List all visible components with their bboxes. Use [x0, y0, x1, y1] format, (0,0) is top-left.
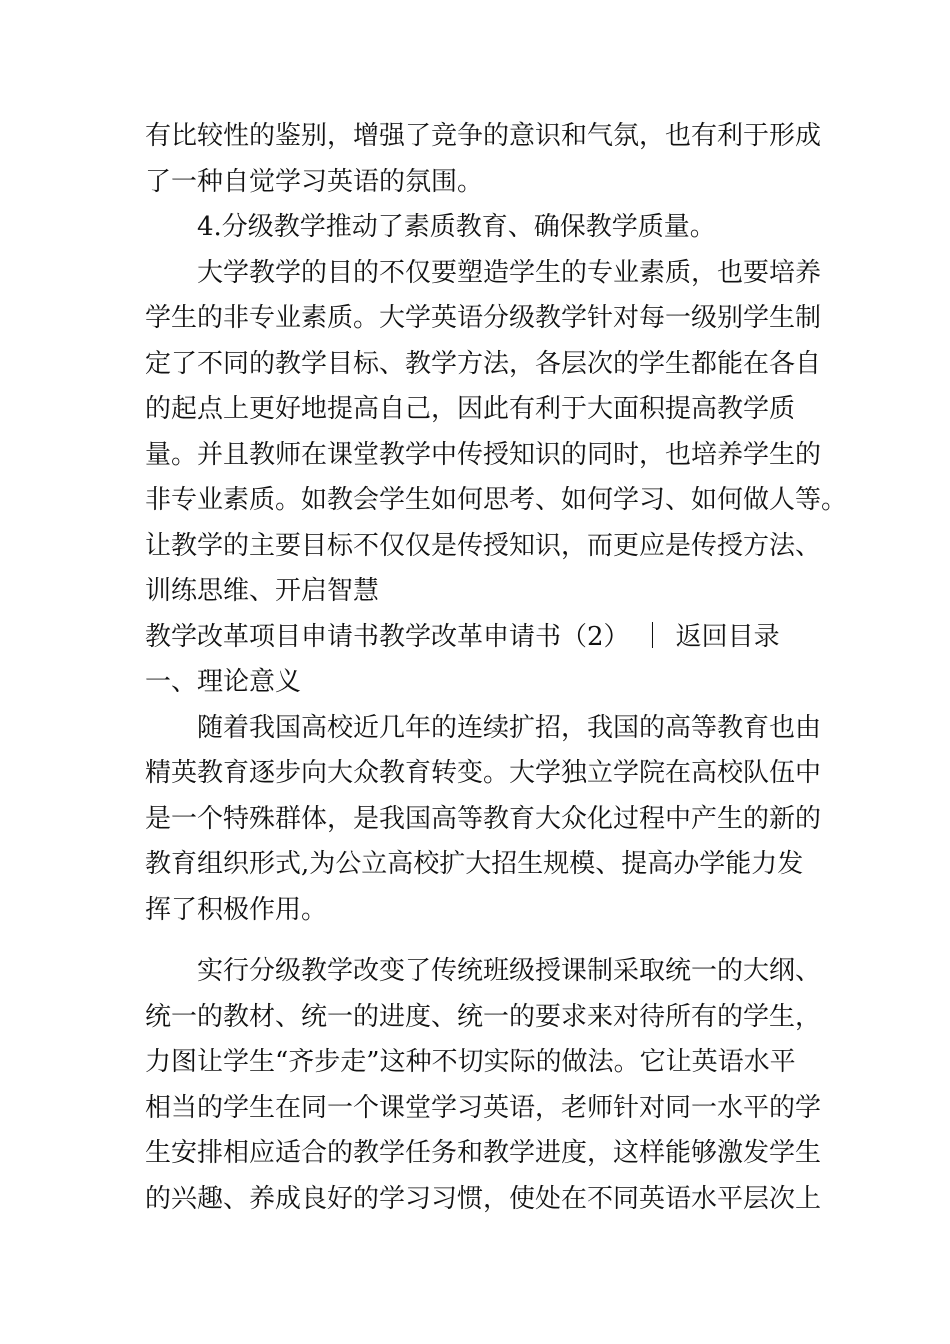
text-line: 教育组织形式,为公立高校扩大招生规模、提高办学能力发 [145, 849, 804, 879]
text-line: 非专业素质。如教会学生如何思考、如何学习、如何做人等。 [145, 485, 848, 515]
text-line: 相当的学生在同一个课堂学习英语，老师针对同一水平的学 [145, 1092, 822, 1123]
text-line: 是一个特殊群体，是我国高等教育大众化过程中产生的新的 [145, 803, 822, 834]
text-line: 了一种自觉学习英语的氛围。 [145, 166, 484, 197]
paragraph-point-4 [145, 205, 845, 251]
paragraph-gap [145, 933, 845, 949]
text-line: 随着我国高校近几年的连续扩招，我国的高等教育也由 [197, 712, 822, 743]
section-title [145, 660, 845, 706]
paragraph-competition [145, 114, 845, 205]
text-line: 挥了积极作用。 [145, 894, 328, 925]
text-line: 生安排相应适合的教学任务和教学进度，这样能够激发学生 [145, 1138, 822, 1168]
text-line: 量。并且教师在课堂教学中传授知识的同时，也培养学生的 [145, 439, 822, 470]
list-point-heading: 4.分级教学推动了素质教育、确保教学质量。 [197, 212, 716, 242]
document-body [145, 114, 848, 1222]
paragraph-quality-education [145, 251, 848, 615]
paragraph-graded-teaching [145, 949, 845, 1222]
text-line: 精英教育逐步向大众教育转变。大学独立学院在高校队伍中 [145, 758, 822, 788]
text-line: 学生的非专业素质。大学英语分级教学针对每一级别学生制 [145, 303, 822, 333]
text-line: 的起点上更好地提高自己，因此有利于大面积提高教学质 [145, 394, 796, 424]
paragraph-enrollment-expansion [145, 706, 845, 934]
text-line: 有比较性的鉴别，增强了竞争的意识和气氛，也有利于形成 [145, 121, 822, 151]
text-line: 让教学的主要目标不仅仅是传授知识，而更应是传授方法、 [145, 530, 822, 561]
document-title: 教学改革项目申请书教学改革申请书（2） [145, 621, 630, 652]
text-line: 统一的教材、统一的进度、统一的要求来对待所有的学生， [145, 1001, 822, 1032]
text-line: 的兴趣、养成良好的学习习惯，使处在不同英语水平层次上 [145, 1183, 822, 1214]
section-title-text: 一、理论意义 [145, 667, 302, 697]
title-separator: ｜ [639, 621, 666, 652]
section-heading-row [145, 615, 845, 661]
text-line: 力图让学生“齐步走”这种不切实际的做法。它让英语水平 [145, 1047, 796, 1077]
text-line: 实行分级教学改变了传统班级授课制采取统一的大纲、 [197, 956, 822, 986]
text-line: 训练思维、开启智慧 [145, 576, 380, 606]
text-line: 定了不同的教学目标、教学方法，各层次的学生都能在各自 [145, 348, 822, 379]
return-to-contents-link[interactable]: 返回目录 [675, 621, 780, 652]
text-line: 大学教学的目的不仅要塑造学生的专业素质，也要培养 [197, 257, 822, 288]
